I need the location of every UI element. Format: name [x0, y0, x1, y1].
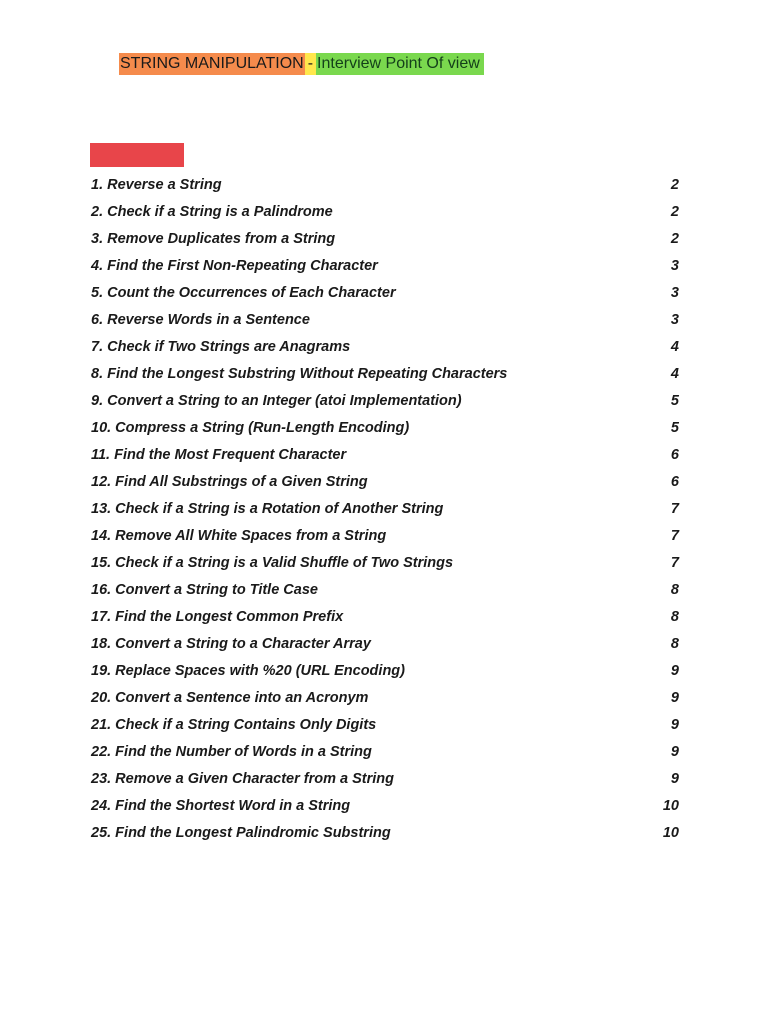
toc-entry-title: 7. Check if Two Strings are Anagrams [91, 338, 351, 355]
toc-entry[interactable] [91, 684, 679, 711]
toc-entry-page-number: 3 [670, 257, 679, 274]
toc-entry-page-number: 9 [670, 689, 679, 706]
toc-entry-title: 3. Remove Duplicates from a String [91, 230, 336, 247]
toc-entry-page-number: 9 [670, 716, 679, 733]
toc-entry-page-number: 5 [670, 392, 679, 409]
toc-entry-title: 21. Check if a String Contains Only Digits [91, 716, 377, 733]
toc-entry[interactable] [91, 252, 679, 279]
toc-entry-title: 19. Replace Spaces with %20 (URL Encoding) [91, 662, 405, 679]
toc-entry-page-number: 7 [670, 527, 679, 544]
toc-entry-page-number: 7 [670, 554, 679, 571]
toc-entry-title: 24. Find the Shortest Word in a String [91, 797, 351, 814]
toc-entry-title: 8. Find the Longest Substring Without Repeating Characters [91, 365, 508, 382]
toc-entry-page-number: 2 [670, 230, 679, 247]
toc-entry[interactable] [91, 603, 679, 630]
toc-entry[interactable] [91, 711, 679, 738]
toc-entry[interactable] [91, 171, 679, 198]
toc-entry-page-number: 8 [670, 608, 679, 625]
toc-entry[interactable] [91, 225, 679, 252]
toc-entry-page-number: 5 [670, 419, 679, 436]
toc-entry[interactable] [91, 333, 679, 360]
toc-entry[interactable] [91, 738, 679, 765]
table-of-contents [91, 171, 679, 846]
toc-entry-page-number: 2 [670, 203, 679, 220]
toc-entry-page-number: 3 [670, 284, 679, 301]
toc-entry[interactable] [91, 792, 679, 819]
toc-entry-title: 13. Check if a String is a Rotation of Another String [91, 500, 444, 517]
toc-entry[interactable] [91, 198, 679, 225]
red-highlight-bar [90, 143, 184, 167]
toc-entry-page-number: 7 [670, 500, 679, 517]
toc-entry-title: 11. Find the Most Frequent Character [91, 446, 347, 463]
toc-entry-page-number: 4 [670, 365, 679, 382]
toc-entry-title: 23. Remove a Given Character from a String [91, 770, 394, 787]
toc-entry-title: 9. Convert a String to an Integer (atoi Implementation) [91, 392, 462, 409]
toc-entry-title: 5. Count the Occurrences of Each Character [91, 284, 396, 301]
toc-entry-title: 17. Find the Longest Common Prefix [91, 608, 344, 625]
toc-entry[interactable] [91, 819, 679, 846]
toc-entry-title: 6. Reverse Words in a Sentence [91, 311, 310, 328]
toc-entry[interactable] [91, 657, 679, 684]
toc-entry[interactable] [91, 765, 679, 792]
toc-entry-page-number: 9 [670, 770, 679, 787]
toc-entry-page-number: 8 [670, 635, 679, 652]
toc-entry-page-number: 4 [670, 338, 679, 355]
toc-entry[interactable] [91, 576, 679, 603]
toc-entry-page-number: 10 [662, 797, 679, 814]
title-separator: - [305, 53, 316, 75]
toc-entry-page-number: 6 [670, 473, 679, 490]
toc-entry-title: 20. Convert a Sentence into an Acronym [91, 689, 369, 706]
toc-entry-page-number: 2 [670, 176, 679, 193]
toc-entry-title: 25. Find the Longest Palindromic Substring [91, 824, 391, 841]
toc-entry[interactable] [91, 468, 679, 495]
toc-entry-title: 18. Convert a String to a Character Array [91, 635, 371, 652]
document-title [119, 53, 484, 75]
toc-entry-page-number: 9 [670, 743, 679, 760]
toc-entry[interactable] [91, 549, 679, 576]
toc-entry[interactable] [91, 306, 679, 333]
toc-entry-page-number: 9 [670, 662, 679, 679]
toc-entry-title: 15. Check if a String is a Valid Shuffle of Two Strings [91, 554, 454, 571]
toc-entry[interactable] [91, 279, 679, 306]
toc-entry[interactable] [91, 441, 679, 468]
toc-entry-page-number: 6 [670, 446, 679, 463]
toc-entry[interactable] [91, 414, 679, 441]
toc-entry[interactable] [91, 630, 679, 657]
title-part-1: STRING MANIPULATION [119, 53, 305, 75]
toc-entry[interactable] [91, 360, 679, 387]
toc-entry[interactable] [91, 522, 679, 549]
toc-entry[interactable] [91, 387, 679, 414]
toc-entry-title: 12. Find All Substrings of a Given String [91, 473, 368, 490]
toc-entry-title: 22. Find the Number of Words in a String [91, 743, 372, 760]
toc-entry[interactable] [91, 495, 679, 522]
toc-entry-page-number: 10 [662, 824, 679, 841]
toc-entry-title: 10. Compress a String (Run-Length Encoding) [91, 419, 410, 436]
toc-entry-title: 14. Remove All White Spaces from a String [91, 527, 387, 544]
toc-entry-page-number: 3 [670, 311, 679, 328]
toc-entry-page-number: 8 [670, 581, 679, 598]
title-part-2: Interview Point Of view [316, 53, 484, 75]
toc-entry-title: 1. Reverse a String [91, 176, 222, 193]
toc-entry-title: 4. Find the First Non-Repeating Character [91, 257, 378, 274]
toc-entry-title: 2. Check if a String is a Palindrome [91, 203, 333, 220]
toc-entry-title: 16. Convert a String to Title Case [91, 581, 318, 598]
